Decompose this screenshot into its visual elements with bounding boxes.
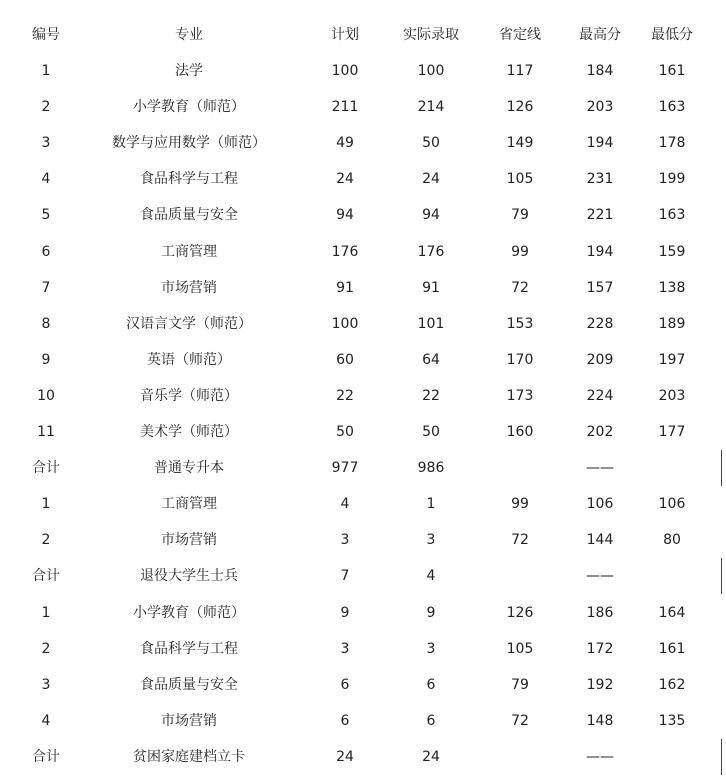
table-row	[0, 197, 726, 233]
cell-line: 153	[506, 315, 534, 332]
cell-min: 163	[658, 99, 686, 116]
cell-major: 食品质量与安全	[140, 676, 238, 693]
cell-max: 228	[586, 315, 614, 332]
table-total-row	[0, 558, 726, 594]
cell-actual: 3	[426, 640, 436, 657]
table-row	[0, 89, 726, 125]
cell-plan: 176	[331, 243, 359, 260]
cell-min: 177	[658, 424, 686, 441]
cell-max: 186	[586, 604, 614, 621]
cell-actual: 24	[422, 171, 440, 188]
cell-actual: 6	[426, 712, 436, 729]
cell-line: 149	[506, 135, 534, 152]
cell-max: ——	[586, 568, 614, 585]
cell-id: 2	[41, 640, 51, 657]
cell-max: ——	[586, 460, 614, 477]
right-border-mark	[721, 450, 722, 486]
cell-max: 194	[586, 135, 614, 152]
cell-max: 221	[586, 207, 614, 224]
table-row	[0, 414, 726, 450]
table-row	[0, 125, 726, 161]
cell-major: 工商管理	[161, 496, 217, 513]
cell-major: 小学教育（师范）	[133, 99, 245, 116]
cell-max: 106	[586, 496, 614, 513]
cell-line: 72	[511, 532, 529, 549]
cell-id: 合计	[32, 460, 60, 477]
cell-max: 202	[586, 424, 614, 441]
cell-min	[632, 450, 712, 486]
cell-max: 192	[586, 676, 614, 693]
cell-actual: 64	[422, 351, 440, 368]
cell-plan: 50	[336, 424, 354, 441]
cell-major: 汉语言文学（师范）	[126, 315, 252, 332]
cell-min: 106	[658, 496, 686, 513]
cell-plan: 24	[336, 748, 354, 765]
cell-actual: 1	[426, 496, 436, 513]
table-total-row	[0, 450, 726, 486]
cell-id: 合计	[32, 568, 60, 585]
cell-major: 市场营销	[161, 532, 217, 549]
cell-line: 72	[511, 712, 529, 729]
cell-line	[480, 558, 560, 594]
cell-min: 203	[658, 387, 686, 404]
cell-max: 224	[586, 387, 614, 404]
cell-min: 161	[658, 640, 686, 657]
cell-line: 99	[511, 243, 529, 260]
cell-actual: 94	[422, 207, 440, 224]
cell-min	[632, 558, 712, 594]
cell-line: 160	[506, 424, 534, 441]
table-row	[0, 595, 726, 631]
cell-max: 144	[586, 532, 614, 549]
cell-max: 184	[586, 63, 614, 80]
cell-plan: 24	[336, 171, 354, 188]
cell-id: 3	[41, 135, 51, 152]
cell-plan: 22	[336, 387, 354, 404]
cell-id: 3	[41, 676, 51, 693]
cell-line: 126	[506, 99, 534, 116]
cell-actual: 50	[422, 135, 440, 152]
cell-line: 105	[506, 640, 534, 657]
table-row	[0, 342, 726, 378]
cell-id: 6	[41, 243, 51, 260]
cell-min: 178	[658, 135, 686, 152]
cell-line: 105	[506, 171, 534, 188]
cell-major: 食品质量与安全	[140, 207, 238, 224]
cell-id: 9	[41, 351, 51, 368]
cell-min: 163	[658, 207, 686, 224]
cell-plan: 6	[340, 712, 350, 729]
cell-id: 7	[41, 279, 51, 296]
cell-id: 5	[41, 207, 51, 224]
cell-min: 197	[658, 351, 686, 368]
table-row	[0, 53, 726, 89]
cell-line: 170	[506, 351, 534, 368]
cell-id: 合计	[32, 748, 60, 765]
header-actual: 实际录取	[403, 27, 459, 43]
cell-plan: 100	[331, 63, 359, 80]
cell-major: 工商管理	[161, 243, 217, 260]
cell-line: 173	[506, 387, 534, 404]
cell-major: 退役大学生士兵	[140, 568, 238, 585]
cell-line: 79	[511, 676, 529, 693]
cell-plan: 4	[340, 496, 350, 513]
cell-line: 117	[506, 63, 534, 80]
table-row	[0, 161, 726, 197]
cell-max: ——	[586, 748, 614, 765]
cell-actual: 100	[417, 63, 445, 80]
cell-max: 157	[586, 279, 614, 296]
cell-plan: 94	[336, 207, 354, 224]
cell-max: 209	[586, 351, 614, 368]
cell-major: 食品科学与工程	[140, 640, 238, 657]
cell-min	[632, 739, 712, 775]
cell-min: 135	[658, 712, 686, 729]
cell-max: 172	[586, 640, 614, 657]
cell-actual: 6	[426, 676, 436, 693]
cell-id: 8	[41, 315, 51, 332]
cell-major: 小学教育（师范）	[133, 604, 245, 621]
cell-line: 79	[511, 207, 529, 224]
cell-min: 159	[658, 243, 686, 260]
table-row	[0, 631, 726, 667]
cell-major: 法学	[175, 63, 203, 80]
cell-max: 194	[586, 243, 614, 260]
cell-id: 1	[41, 604, 51, 621]
cell-min: 164	[658, 604, 686, 621]
cell-max: 203	[586, 99, 614, 116]
cell-actual: 91	[422, 279, 440, 296]
right-border-mark	[721, 558, 722, 594]
cell-plan: 7	[340, 568, 350, 585]
header-max: 最高分	[579, 27, 621, 43]
table-row	[0, 378, 726, 414]
cell-actual: 101	[417, 315, 445, 332]
cell-actual: 50	[422, 424, 440, 441]
cell-min: 161	[658, 63, 686, 80]
cell-line: 72	[511, 279, 529, 296]
cell-line: 99	[511, 496, 529, 513]
cell-min: 162	[658, 676, 686, 693]
table-body	[0, 53, 726, 775]
cell-line	[480, 450, 560, 486]
cell-line: 126	[506, 604, 534, 621]
cell-max: 148	[586, 712, 614, 729]
cell-id: 4	[41, 712, 51, 729]
cell-major: 市场营销	[161, 279, 217, 296]
cell-min: 138	[658, 279, 686, 296]
cell-id: 1	[41, 63, 51, 80]
cell-actual: 214	[417, 99, 445, 116]
cell-actual: 4	[426, 568, 436, 585]
right-border-mark	[721, 739, 722, 775]
cell-major: 美术学（师范）	[140, 424, 238, 441]
cell-major: 普通专升本	[154, 460, 224, 477]
cell-actual: 176	[417, 243, 445, 260]
header-major: 专业	[175, 27, 203, 43]
cell-plan: 3	[340, 532, 350, 549]
cell-major: 音乐学（师范）	[140, 387, 238, 404]
cell-major: 英语（师范）	[147, 351, 231, 368]
cell-min: 189	[658, 315, 686, 332]
cell-actual: 22	[422, 387, 440, 404]
table-row	[0, 522, 726, 558]
cell-id: 10	[37, 387, 55, 404]
header-id: 编号	[32, 27, 60, 43]
cell-line	[480, 739, 560, 775]
cell-min: 80	[663, 532, 681, 549]
cell-max: 231	[586, 171, 614, 188]
table-total-row	[0, 739, 726, 775]
cell-id: 11	[37, 424, 55, 441]
header-line: 省定线	[499, 27, 541, 43]
table-row	[0, 667, 726, 703]
cell-id: 1	[41, 496, 51, 513]
cell-major: 数学与应用数学（师范）	[112, 135, 266, 152]
table-row	[0, 703, 726, 739]
table-row	[0, 486, 726, 522]
cell-plan: 49	[336, 135, 354, 152]
cell-major: 贫困家庭建档立卡	[133, 748, 245, 765]
cell-id: 4	[41, 171, 51, 188]
cell-actual: 3	[426, 532, 436, 549]
cell-id: 2	[41, 532, 51, 549]
table-row	[0, 270, 726, 306]
cell-plan: 60	[336, 351, 354, 368]
cell-major: 食品科学与工程	[140, 171, 238, 188]
cell-plan: 100	[331, 315, 359, 332]
cell-actual: 986	[417, 460, 445, 477]
header-plan: 计划	[331, 27, 359, 43]
cell-plan: 6	[340, 676, 350, 693]
cell-actual: 9	[426, 604, 436, 621]
cell-plan: 211	[331, 99, 359, 116]
admission-table	[0, 17, 726, 775]
cell-plan: 3	[340, 640, 350, 657]
cell-major: 市场营销	[161, 712, 217, 729]
cell-id: 2	[41, 99, 51, 116]
cell-plan: 977	[331, 460, 359, 477]
cell-actual: 24	[422, 748, 440, 765]
table-row	[0, 234, 726, 270]
table-header-row	[0, 17, 726, 53]
cell-plan: 91	[336, 279, 354, 296]
cell-min: 199	[658, 171, 686, 188]
table-row	[0, 306, 726, 342]
header-min: 最低分	[651, 27, 693, 43]
cell-plan: 9	[340, 604, 350, 621]
